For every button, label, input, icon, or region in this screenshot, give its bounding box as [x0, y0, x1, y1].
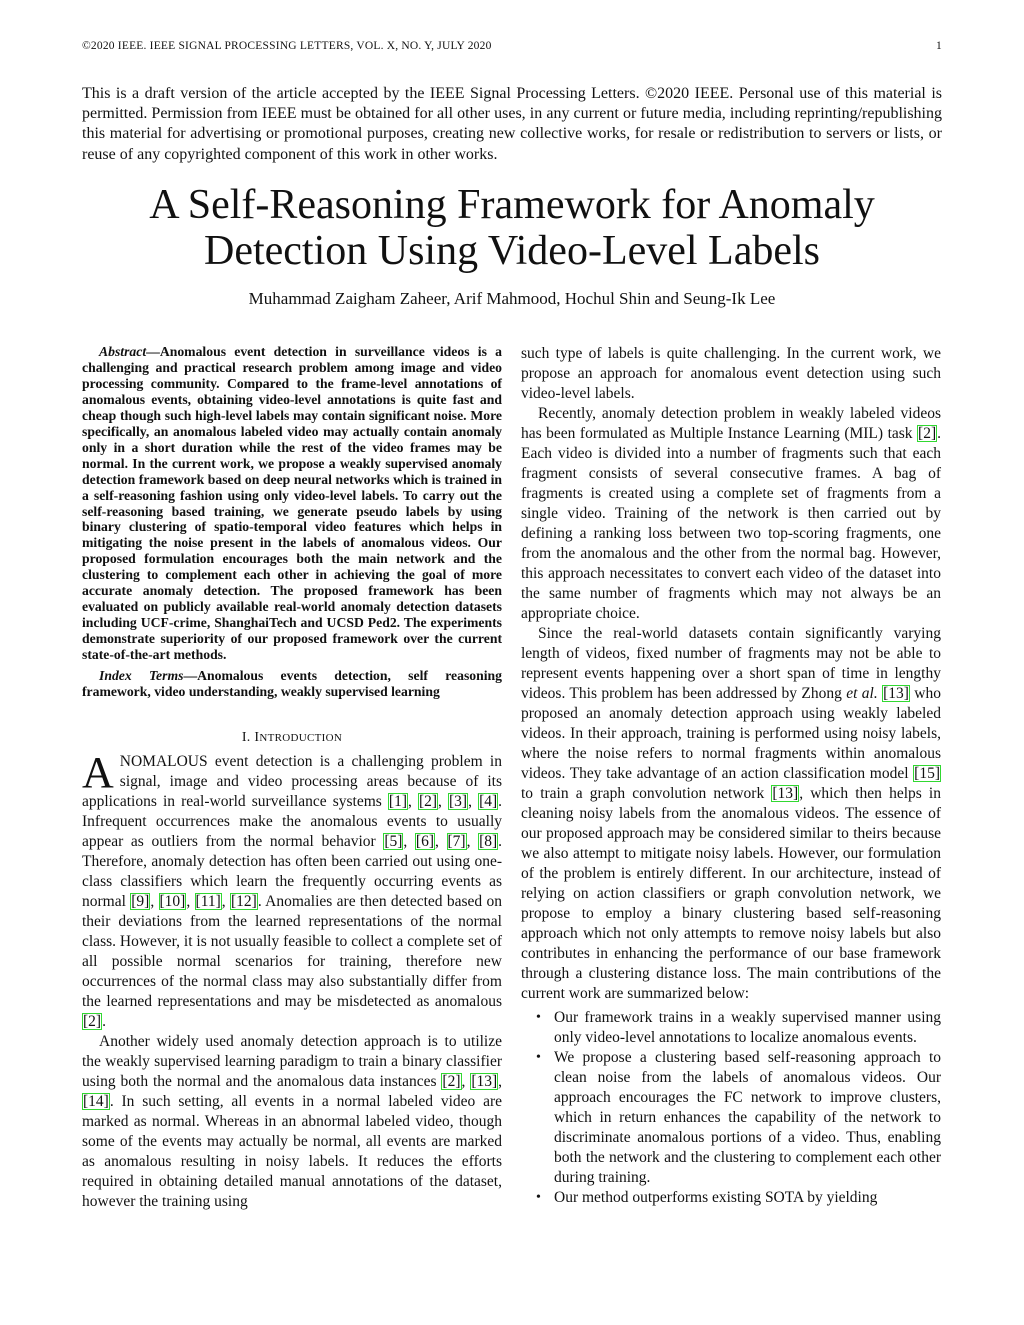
- citation-link[interactable]: [13]: [471, 1072, 498, 1090]
- contributions-list: [521, 1008, 941, 1208]
- citation-link[interactable]: [2]: [83, 1012, 102, 1030]
- index-terms-text: —Anomalous events detection, self reasoning framework, video understanding, weakly supervised learning: [82, 668, 502, 700]
- right-paragraph-2: Recently, anomaly detection problem in weakly labeled videos has been formulated as Multiple Instance Learning (MIL) task [2]. Each video is divided into a number of fragments such that each fragment consists of several consecutive frames. A bag of fragments is created using a complete set of fragments from a single video. Training of the network is then carried out by defining a ranking loss between two top-scoring fragments, one from the anomalous and the other from the normal bag. However, this approach necessitates to convert each video of the dataset into the same number of fragments which may not always be an appropriate choice.: [521, 405, 941, 622]
- citation-link[interactable]: [2]: [442, 1072, 461, 1090]
- list-item: • We propose a clustering based self-reasoning approach to clean noise from the labels of anomalous videos. Our approach encourages the FC network to improve clusters, which in return enhances the capability of the network to discriminate anomalous portions of a video. Thus, enabling both the network and the clustering to complement each other during training.: [536, 1049, 941, 1186]
- author-list: Muhammad Zaigham Zaheer, Arif Mahmood, Hochul Shin and Seung-Ik Lee: [248, 289, 776, 308]
- et-al: et al.: [846, 685, 878, 702]
- right-paragraph-3: Since the real-world datasets contain significantly varying length of videos, fixed number of fragments may not be able to represent events happening over a short span of time in lengthy videos. This problem has been addressed by Zhong et al. [13] who proposed an anomaly detection approach using weakly labeled videos. In their approach, training is performed using noisy labels, where the noise refers to normal fragments within anomalous videos. They take advantage of an action classification model [15] to train a graph convolution network [13], which then helps in cleaning noisy labels from the anomalous videos. The essence of our proposed approach may be considered similar to theirs because we also attempt to mitigate noisy labels. However, our formulation of the problem is entirely different. In our architecture, instead of relying on action classifiers or graph convolution network, we propose to employ a binary clustering based self-reasoning approach which not only attempts to remove noisy labels but also contributes in enhancing the performance of our base framework through a clustering distance loss. The main contributions of the current work are summarized below:: [521, 625, 942, 1002]
- abstract: [82, 344, 502, 663]
- citation-link[interactable]: [2]: [918, 425, 937, 442]
- citation-link[interactable]: [9]: [131, 892, 150, 910]
- abstract-text: —Anomalous event detection in surveillance videos is a challenging and practical research problem among image and video processing community. Compared to the frame-level annotations of anomalous events, obtaining video-level annotations is quite fast and cheap though such high-level labels may contain significant noise. More specifically, an anomalous labeled video may actually contain anomaly only in a short duration while the rest of the video frames may be normal. In the current work, we propose a weakly supervised anomaly detection framework based on deep neural networks which is trained in a self-reasoning fashion using only video-level labels. To carry out the self-reasoning based training, we generate pseudo labels by using binary clustering of spatio-temporal video features which helps in mitigating the noise present in the labels of anomalous videos. Our proposed formulation encourages both the main network and the clustering to complement each other in achieving the goal of more accurate anomaly detection. The proposed framework has been evaluated on publicly available real-world anomaly detection datasets including UCF-crime, ShanghaiTech and UCSD Ped2. The experiments demonstrate superiority of our proposed framework over the current state-of-the-art methods.: [82, 344, 502, 663]
- citation-link[interactable]: [6]: [415, 832, 434, 850]
- citation-link[interactable]: [5]: [384, 832, 403, 850]
- copyright-notice: This is a draft version of the article accepted by the IEEE Signal Processing Letters. ©2020 IEEE. Personal use of this material is permitted. Permission from IEEE must be obtained for all other uses, in any current or future media, including reprinting/republishing this material for advertising or promotional purposes, creating new collective works, for resale or redistribution to servers or lists, or reuse of any copyrighted component of this work in other works.: [82, 85, 942, 163]
- index-terms: [82, 668, 502, 700]
- citation-link[interactable]: [4]: [479, 792, 498, 810]
- citation-link[interactable]: [13]: [883, 685, 909, 702]
- running-head: ©2020 IEEE. IEEE SIGNAL PROCESSING LETTERS, VOL. X, NO. Y, JULY 2020: [82, 40, 492, 52]
- page-number: 1: [936, 40, 942, 52]
- right-paragraph-1: such type of labels is quite challenging. In the current work, we propose an approach for anomalous event detection using such video-level labels.: [521, 345, 941, 402]
- list-item: • Our method outperforms existing SOTA by yielding: [536, 1189, 878, 1206]
- section-heading-introduction: I. INTRODUCTION: [241, 729, 343, 745]
- bullet-icon: •: [536, 1010, 541, 1025]
- citation-link[interactable]: [15]: [914, 765, 940, 782]
- intro-paragraph-1: ANOMALOUS event detection is a challenging problem in signal, image and video processing areas because of its applications in real-world surveillance systems [1], [2], [3], [4]. Infrequent occurrences make the anomalous events to usually appear as outliers from the normal behavior [5], [6], [7], [8]. Therefore, anomaly detection has often been carried out using one-class classifiers which learn the frequently occurring events as normal [9], [10], [11], [12]. Anomalies are then detected based on their deviations from the learned representations of the normal class. However, it is not usually feasible to collect a complete set of all possible normal scenarios for training, therefore new occurrences of the normal class may also substantially differ from the learned representations and may be misdetected as anomalous [2].: [82, 747, 503, 1030]
- citation-link[interactable]: [11]: [195, 892, 221, 910]
- title-line-2: Detection Using Video-Level Labels: [203, 228, 820, 274]
- lead-word: NOMALOUS: [119, 752, 208, 770]
- index-terms-label: Index Terms: [99, 668, 184, 684]
- citation-link[interactable]: [10]: [159, 892, 186, 910]
- intro-paragraph-2: Another widely used anomaly detection approach is to utilize the weakly supervised learning paradigm to train a binary classifier using both the normal and the anomalous data instances [2], [13], [14]. In such setting, all events in a normal labeled video are marked as normal. Whereas in an abnormal labeled video, though some of the events may actually be normal, all events are marked as anomalous resulting in noisy labels. It reduces the efforts required in obtaining detailed manual annotations of the dataset, however the training using: [82, 1032, 503, 1210]
- citation-link[interactable]: [14]: [83, 1092, 109, 1110]
- left-column: [82, 344, 502, 1212]
- citation-link[interactable]: [8]: [479, 832, 498, 850]
- citation-link[interactable]: [2]: [418, 792, 438, 810]
- paper-title: [82, 182, 942, 274]
- citation-link[interactable]: [3]: [449, 792, 468, 810]
- list-item: • Our framework trains in a weakly supervised manner using only video-level annotations to localize anomalous events.: [536, 1009, 941, 1046]
- citation-link[interactable]: [13]: [772, 785, 799, 802]
- citation-link[interactable]: [7]: [447, 832, 466, 850]
- bullet-icon: •: [536, 1050, 541, 1065]
- citation-link[interactable]: [12]: [231, 892, 257, 910]
- drop-cap: A: [82, 747, 114, 797]
- bullet-icon: •: [536, 1190, 541, 1205]
- citation-link[interactable]: [1]: [388, 792, 407, 810]
- running-header: [82, 40, 942, 60]
- abstract-label: Abstract: [99, 344, 147, 359]
- title-line-1: A Self-Reasoning Framework for Anomaly: [149, 182, 875, 228]
- right-column: [521, 344, 941, 1208]
